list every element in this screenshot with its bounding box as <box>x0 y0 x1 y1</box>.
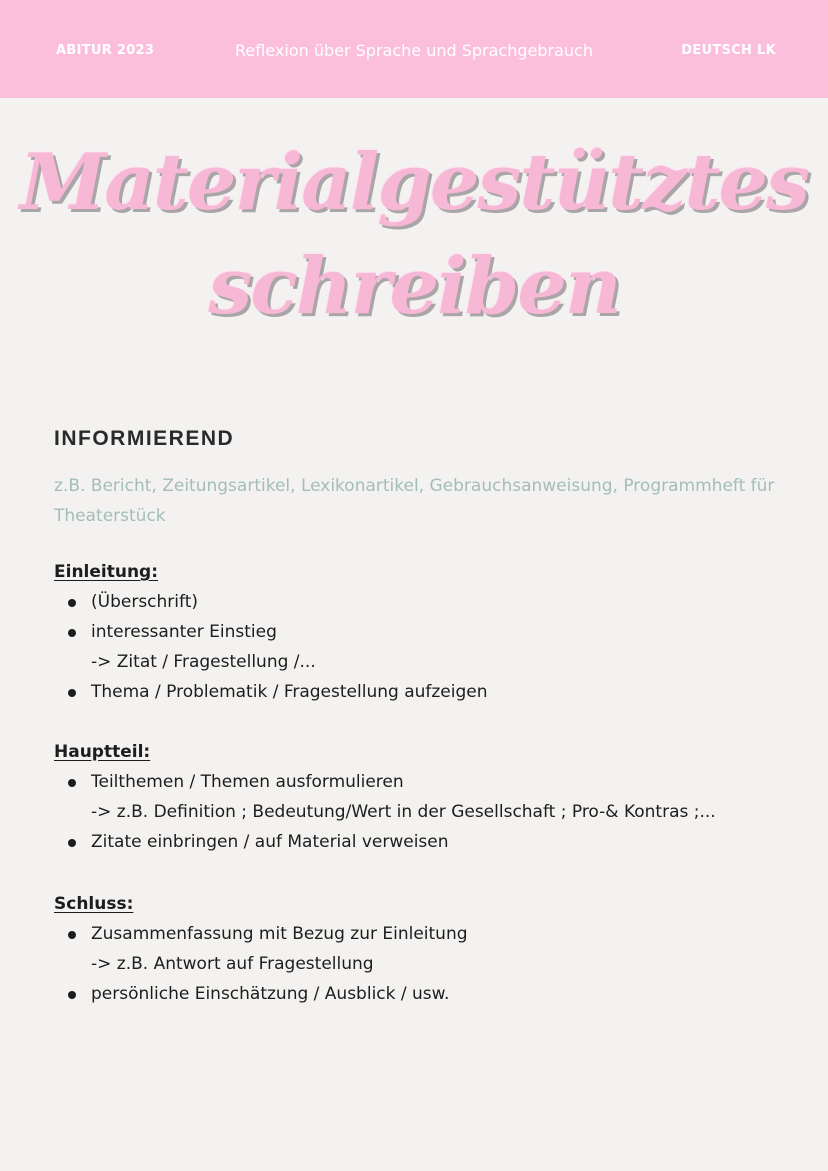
list-item-subtext: -> Zitat / Fragestellung /... <box>91 652 316 672</box>
bullet-icon <box>68 931 76 939</box>
hauptteil-heading: Hauptteil: <box>54 742 151 762</box>
list-item <box>54 767 794 827</box>
page-title-line-2: schreiben <box>208 241 620 332</box>
list-item-text: Teilthemen / Themen ausformulieren <box>91 772 404 792</box>
einleitung-list <box>54 587 794 707</box>
hauptteil-list <box>54 767 794 857</box>
header-exam-label: ABITUR 2023 <box>56 43 155 58</box>
section-subtitle: z.B. Bericht, Zeitungsartikel, Lexikonartikel, Gebrauchsanweisung, Programmheft für Theaterstück <box>54 476 775 526</box>
schluss-block <box>54 889 794 1009</box>
bullet-icon <box>68 991 76 999</box>
einleitung-heading: Einleitung: <box>54 562 159 582</box>
header-bar <box>0 0 828 98</box>
schluss-heading: Schluss: <box>54 894 134 914</box>
list-item <box>54 677 794 707</box>
bullet-icon <box>68 839 76 847</box>
list-item <box>54 587 794 617</box>
list-item-text: Zitate einbringen / auf Material verweisen <box>91 832 449 852</box>
list-item <box>54 979 794 1009</box>
bullet-icon <box>68 689 76 697</box>
bullet-icon <box>68 779 76 787</box>
list-item-text: Thema / Problematik / Fragestellung aufzeigen <box>91 682 488 702</box>
list-item-text: interessanter Einstieg <box>91 622 277 642</box>
hauptteil-block <box>54 737 794 857</box>
page-title-line-1: Materialgestütztes <box>19 137 809 228</box>
list-item-text: Zusammenfassung mit Bezug zur Einleitung <box>91 924 468 944</box>
einleitung-block <box>54 557 794 707</box>
header-subject: DEUTSCH LK <box>681 43 776 58</box>
bullet-icon <box>68 599 76 607</box>
list-item-subtext: -> z.B. Antwort auf Fragestellung <box>91 954 374 974</box>
header-topic: Reflexion über Sprache und Sprachgebrauch <box>235 41 593 60</box>
section-title: INFORMIEREND <box>54 427 235 450</box>
list-item-subtext: -> z.B. Definition ; Bedeutung/Wert in der Gesellschaft ; Pro-& Kontras ;... <box>91 802 716 822</box>
list-item <box>54 827 794 857</box>
list-item <box>54 617 794 677</box>
list-item-text: persönliche Einschätzung / Ausblick / usw. <box>91 984 450 1004</box>
schluss-list <box>54 919 794 1009</box>
list-item-text: (Überschrift) <box>91 592 198 612</box>
bullet-icon <box>68 629 76 637</box>
list-item <box>54 919 794 979</box>
